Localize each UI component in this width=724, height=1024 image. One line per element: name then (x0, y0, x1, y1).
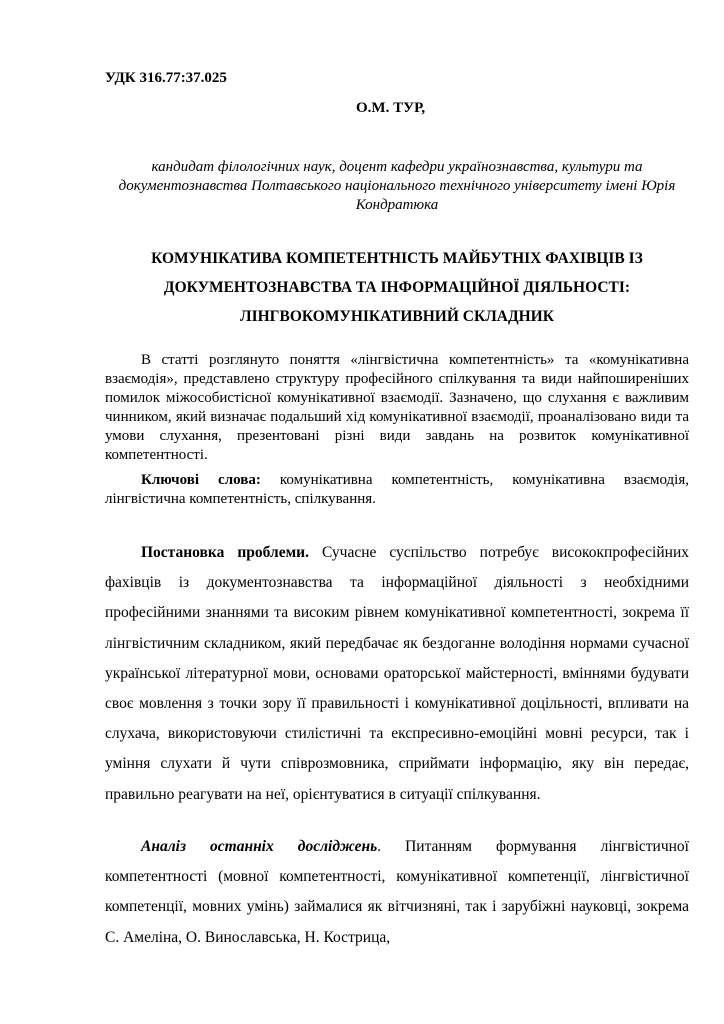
problem-statement-text: Сучасне суспільство потребує висококпрофесійних фахівців із документознавства та інформаційної діяльності з необхідними професійними знаннями та високим рівнем комунікативної компетентності, зокрема її лінгвістичним складником, який передбачає як бездоганне володіння нормами сучасної української літературної мови, основами ораторської майстерності, вміннями будувати своє мовлення з точки зору її правильності і комунікативної доцільності, впливати на слухача, використовуючи стилістичні та експресивно-емоційні мовні ресурси, так і уміння слухати й чути співрозмовника, сприймати інформацію, яку він передає, правильно реагувати на неї, орієнтуватися в ситуації спілкування. (105, 544, 689, 803)
abstract-paragraph: В статті розглянуто поняття «лінгвістична компетентність» та «комунікативна взаємодія», представлено структуру професійного спілкування та види найпоширеніших помилок міжособистісної комунікативної взаємодії. Зазначено, що слухання є важливим чинником, який визначає подальший хід комунікативної взаємодії, проаналізовано види та умови слухання, презентовані різні види завдань на розвиток комунікативної компетентності. (105, 352, 689, 463)
keywords-paragraph (105, 471, 689, 509)
author-name: О.М. ТУР, (356, 100, 426, 116)
research-analysis-label: Аналіз останніх досліджень (141, 838, 378, 855)
udk-code: УДК 316.77:37.025 (105, 70, 227, 86)
research-analysis-text: . Питанням формування лінгвістичної компетентності (мовної компетентності, комунікативної компетенції, лінгвістичної компетенції, мовних умінь) займалися як вітчизняні, так і зарубіжні науковці, зокрема С. Амеліна, О. Винославська, Н. Кострица, (105, 838, 689, 946)
title-line-1: КОМУНІКАТИВА КОМПЕТЕНТНІСТЬ МАЙБУТНІХ ФАХІВЦІВ ІЗ (151, 250, 643, 267)
research-analysis-paragraph (105, 832, 689, 953)
article-title (105, 244, 689, 331)
keywords-text: комунікативна компетентність, комунікативна взаємодія, лінгвістична компетентність, спілкування. (105, 472, 689, 507)
keywords-label: Ключові слова: (141, 472, 261, 488)
problem-statement-paragraph (105, 538, 689, 810)
problem-statement-label: Постановка проблеми. (141, 544, 309, 561)
title-line-2: ДОКУМЕНТОЗНАВСТВА ТА ІНФОРМАЦІЙНОЇ ДІЯЛЬНОСТІ: (163, 279, 631, 296)
title-line-3: ЛІНГВОКОМУНІКАТИВНИЙ СКЛАДНИК (240, 308, 554, 325)
author-affiliation: кандидат філологічних наук, доцент кафедри українознавства, культури та документознавства Полтавського національного технічного університету імені Юрія Кондратюка (118, 159, 676, 213)
